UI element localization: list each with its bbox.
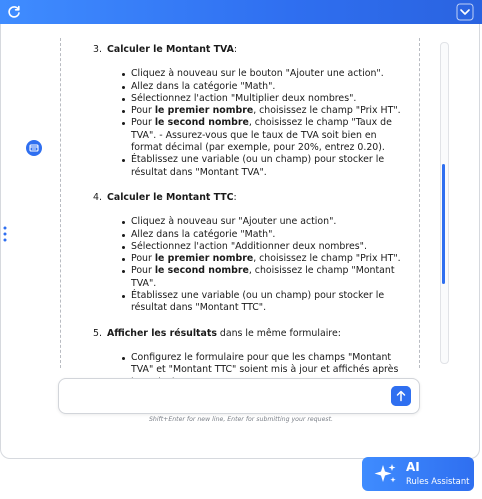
chevron-down-icon[interactable]	[456, 3, 474, 21]
assistant-subtitle: Rules Assistant	[406, 476, 470, 486]
message-input[interactable]	[69, 387, 373, 407]
drag-handle-icon[interactable]	[3, 226, 7, 242]
rules-assistant-badge[interactable]	[362, 457, 474, 491]
window-icon[interactable]	[26, 140, 42, 156]
list-item: Allez dans la catégorie "Math".	[61, 229, 419, 241]
step-number: 5.	[93, 327, 102, 339]
message-composer[interactable]	[58, 378, 420, 414]
list-item: Pour le premier nombre, choisissez le champ "Prix HT".	[61, 105, 419, 117]
list-item: Cliquez à nouveau sur le bouton "Ajouter une action".	[61, 68, 419, 80]
list-item: Allez dans la catégorie "Math".	[61, 81, 419, 93]
refresh-icon[interactable]	[6, 4, 22, 20]
list-item: Configurez le formulaire pour que les champs "Montant TVA" et "Montant TTC" soient mis à jour et affichés après	[61, 352, 419, 389]
step-3-list	[61, 68, 419, 179]
list-item: Établissez une variable (ou un champ) pour stocker le résultat dans "Montant TTC".	[61, 290, 419, 315]
list-item: Pour le second nombre, choisissez le champ "Taux de TVA". - Assurez-vous que le taux de TVA soit bien en format décimal (par exemple, pour 20%, entrez 0.20).	[61, 117, 419, 154]
list-item: Pour le second nombre, choisissez le champ "Montant TVA".	[61, 265, 419, 290]
step-4: 4. Calculer le Montant TTC: Cliquez à nouveau sur "Ajouter une action". Allez dans la catégorie "Math". Sélectionnez l'action "Additionner deux nombres". Pour le premier nombre, choisissez le champ "Prix HT". Pour le second nombre, choisissez le champ "Montant TVA". Établissez une variable (ou un champ) pour stocker le résultat dans "Montant TTC".	[61, 192, 419, 315]
sparkle-icon	[372, 462, 398, 486]
step-number: 3.	[93, 44, 102, 55]
step-title: Afficher les résultats	[107, 327, 217, 339]
send-button[interactable]	[391, 386, 411, 406]
assistant-title: AI	[406, 460, 420, 474]
scrollbar-thumb[interactable]	[442, 164, 445, 284]
step-title: Calculer le Montant TTC	[107, 191, 234, 203]
step-title: Calculer le Montant TVA	[107, 44, 234, 55]
list-item: Pour le premier nombre, choisissez le champ "Prix HT".	[61, 253, 419, 265]
step-4-list	[61, 216, 419, 314]
step-3: 3. Calculer le Montant TVA: Cliquez à nouveau sur le bouton "Ajouter une action". Allez dans la catégorie "Math". Sélectionnez l'action "Multiplier deux nombres". Pour le premier nombre, choisissez le champ "Prix HT". Pour le second nombre, choisissez le champ "Taux de TVA". - Assurez-vous que le taux de TVA soit bien en format décimal (par exemple, pour 20%, entrez 0.20). Établissez une variable (ou un champ) pour stocker le résultat dans "Montant TVA".	[61, 44, 419, 179]
step-number: 4.	[93, 191, 102, 203]
composer-hint: Shift+Enter for new line, Enter for submitting your request.	[148, 416, 334, 423]
step-5: 5. Afficher les résultats dans le même formulaire: Configurez le formulaire pour que les champs "Montant TVA" et "Montant TTC" soient mis à jour et affichés après	[61, 328, 419, 389]
list-item: Établissez une variable (ou un champ) pour stocker le résultat dans "Montant TVA".	[61, 154, 419, 179]
list-item: Cliquez à nouveau sur "Ajouter une action".	[61, 216, 419, 228]
message-content	[60, 38, 420, 376]
list-item: Sélectionnez l'action "Additionner deux nombres".	[61, 241, 419, 253]
top-bar	[0, 0, 482, 24]
list-item: Sélectionnez l'action "Multiplier deux nombres".	[61, 93, 419, 105]
